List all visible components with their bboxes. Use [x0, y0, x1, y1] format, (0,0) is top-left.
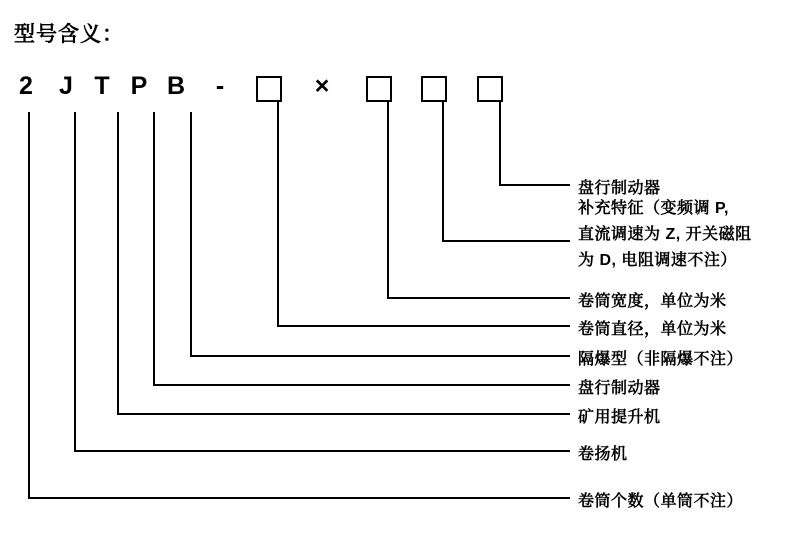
callout-label-winch: 卷扬机 — [578, 446, 628, 463]
code-box-diameter — [256, 76, 282, 102]
leader-stem-drum-diameter — [277, 100, 279, 325]
leader-stem-drum-width — [387, 100, 389, 297]
callout-line-1: 补充特征（变频调 P, — [578, 200, 730, 217]
leader-arm-supplementary-feature — [442, 240, 570, 242]
callout-label-mine-hoist: 矿用提升机 — [578, 409, 661, 426]
page-title: 型号含义： — [14, 23, 124, 46]
code-char-b: B — [166, 72, 186, 100]
callout-label-drum-count: 卷筒个数（单筒不注） — [578, 493, 744, 510]
leader-arm-mine-hoist — [117, 413, 570, 415]
code-char-dash: - — [215, 72, 225, 100]
leader-arm-winch — [74, 450, 570, 452]
callout-label-disc-brake-2: 盘行制动器 — [578, 380, 661, 397]
leader-stem-disc-brake-2 — [153, 112, 155, 384]
callout-label-drum-width: 卷筒宽度，单位为米 — [578, 293, 727, 310]
leader-arm-drum-diameter — [277, 325, 570, 327]
leader-stem-winch — [74, 112, 76, 450]
callout-label-disc-brake: 盘行制动器 — [578, 180, 661, 197]
code-char-p: P — [130, 72, 148, 100]
leader-arm-disc-brake — [499, 184, 570, 186]
leader-stem-drum-count — [28, 112, 30, 497]
code-box-brake — [477, 76, 503, 102]
callout-line-2: 直流调速为 Z, 开关磁阻 — [578, 226, 752, 243]
leader-arm-drum-count — [28, 497, 570, 499]
code-char-j: J — [59, 72, 73, 100]
callout-label-supplementary-feature — [578, 196, 752, 274]
leader-stem-supplementary-feature — [442, 100, 444, 240]
code-char-t: T — [94, 72, 110, 100]
leader-stem-explosion-proof — [190, 112, 192, 355]
leader-arm-disc-brake-2 — [153, 384, 570, 386]
callout-label-explosion-proof: 隔爆型（非隔爆不注） — [578, 351, 744, 368]
leader-stem-mine-hoist — [117, 112, 119, 413]
leader-stem-disc-brake — [499, 100, 501, 184]
code-box-width — [366, 76, 392, 102]
code-char-times: × — [314, 72, 330, 100]
leader-arm-explosion-proof — [190, 355, 570, 357]
callout-line-3: 为 D, 电阻调速不注） — [578, 252, 737, 269]
code-char-2: 2 — [19, 72, 33, 100]
leader-arm-drum-width — [387, 297, 570, 299]
code-box-feature — [421, 76, 447, 102]
callout-label-drum-diameter: 卷筒直径，单位为米 — [578, 321, 727, 338]
